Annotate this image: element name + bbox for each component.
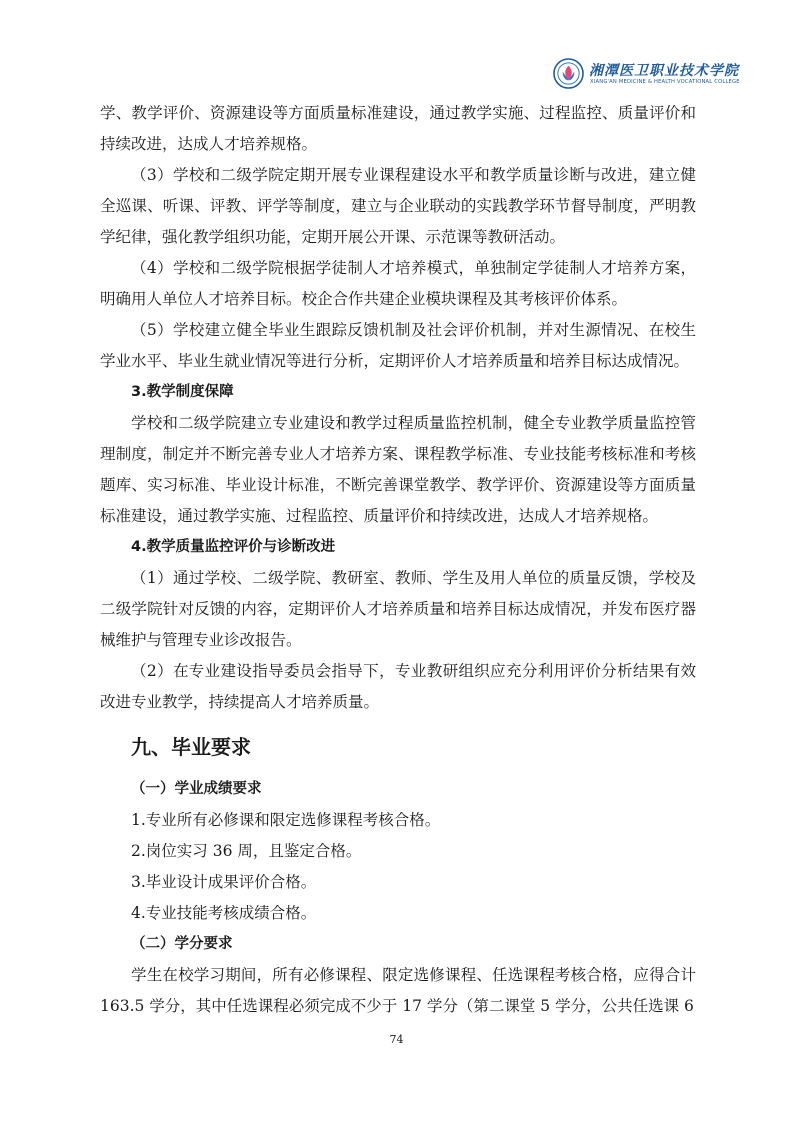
list-item: 1.专业所有必修课和限定选修课程考核合格。: [131, 811, 441, 829]
subsection-heading: （一）学业成绩要求: [131, 781, 262, 797]
paragraph: 学生在校学习期间，所有必修课程、限定选修课程、任选课程考核合格，应得合计 163.5 学分，其中任选课程必须完成不少于 17 学分（第二课堂 5 学分，公共任选课 6: [100, 966, 696, 1015]
subheading: 4.教学质量监控评价与诊断改进: [131, 539, 336, 555]
college-logo-icon: [553, 58, 584, 89]
page-number: 74: [389, 1033, 404, 1046]
paragraph: 学校和二级学院建立专业建设和教学过程质量监控机制，健全专业教学质量监控管理制度，制定并不断完善专业人才培养方案、课程教学标准、专业技能考核标准和考核题库、实习标准、毕业设计标准，不断完善课堂教学、教学评价、资源建设等方面质量标准建设，通过教学实施、过程监控、质量评价和持续改进，达成人才培养规格。: [100, 414, 696, 525]
document-body: [100, 98, 696, 1022]
section-heading: 九、毕业要求: [131, 735, 251, 759]
paragraph: （3）学校和二级学院定期开展专业课程建设水平和教学质量诊断与改进，建立健全巡课、听课、评教、评学等制度，建立与企业联动的实践教学环节督导制度，严明教学纪律，强化教学组织功能，定期开展公开课、示范课等教研活动。: [100, 166, 696, 246]
paragraph: （1）通过学校、二级学院、教研室、教师、学生及用人单位的质量反馈，学校及二级学院针对反馈的内容，定期评价人才培养质量和培养目标达成情况，并发布医疗器械维护与管理专业诊改报告。: [100, 569, 696, 649]
list-item: 3.毕业设计成果评价合格。: [131, 873, 317, 891]
paragraph: （4）学校和二级学院根据学徒制人才培养模式，单独制定学徒制人才培养方案，明确用人单位人才培养目标。校企合作共建企业模块课程及其考核评价体系。: [100, 259, 696, 308]
subheading: 3.教学制度保障: [131, 384, 234, 400]
page-header: [0, 0, 793, 95]
paragraph: 学、教学评价、资源建设等方面质量标准建设，通过教学实施、过程监控、质量评价和持续改进，达成人才培养规格。: [100, 104, 696, 153]
paragraph: （5）学校建立健全毕业生跟踪反馈机制及社会评价机制，并对生源情况、在校生学业水平、毕业生就业情况等进行分析，定期评价人才培养质量和培养目标达成情况。: [100, 321, 696, 370]
paragraph: （2）在专业建设指导委员会指导下，专业教研组织应充分利用评价分析结果有效改进专业教学，持续提高人才培养质量。: [100, 662, 696, 711]
school-name-en: XIANG'AN MEDICINE & HEALTH VOCATIONAL COLLEGE: [590, 79, 740, 85]
subsection-heading: （二）学分要求: [131, 936, 233, 952]
school-name: 湘潭医卫职业技术学院: [589, 63, 739, 79]
list-item: 4.专业技能考核成绩合格。: [131, 904, 317, 922]
list-item: 2.岗位实习 36 周，且鉴定合格。: [131, 842, 362, 860]
